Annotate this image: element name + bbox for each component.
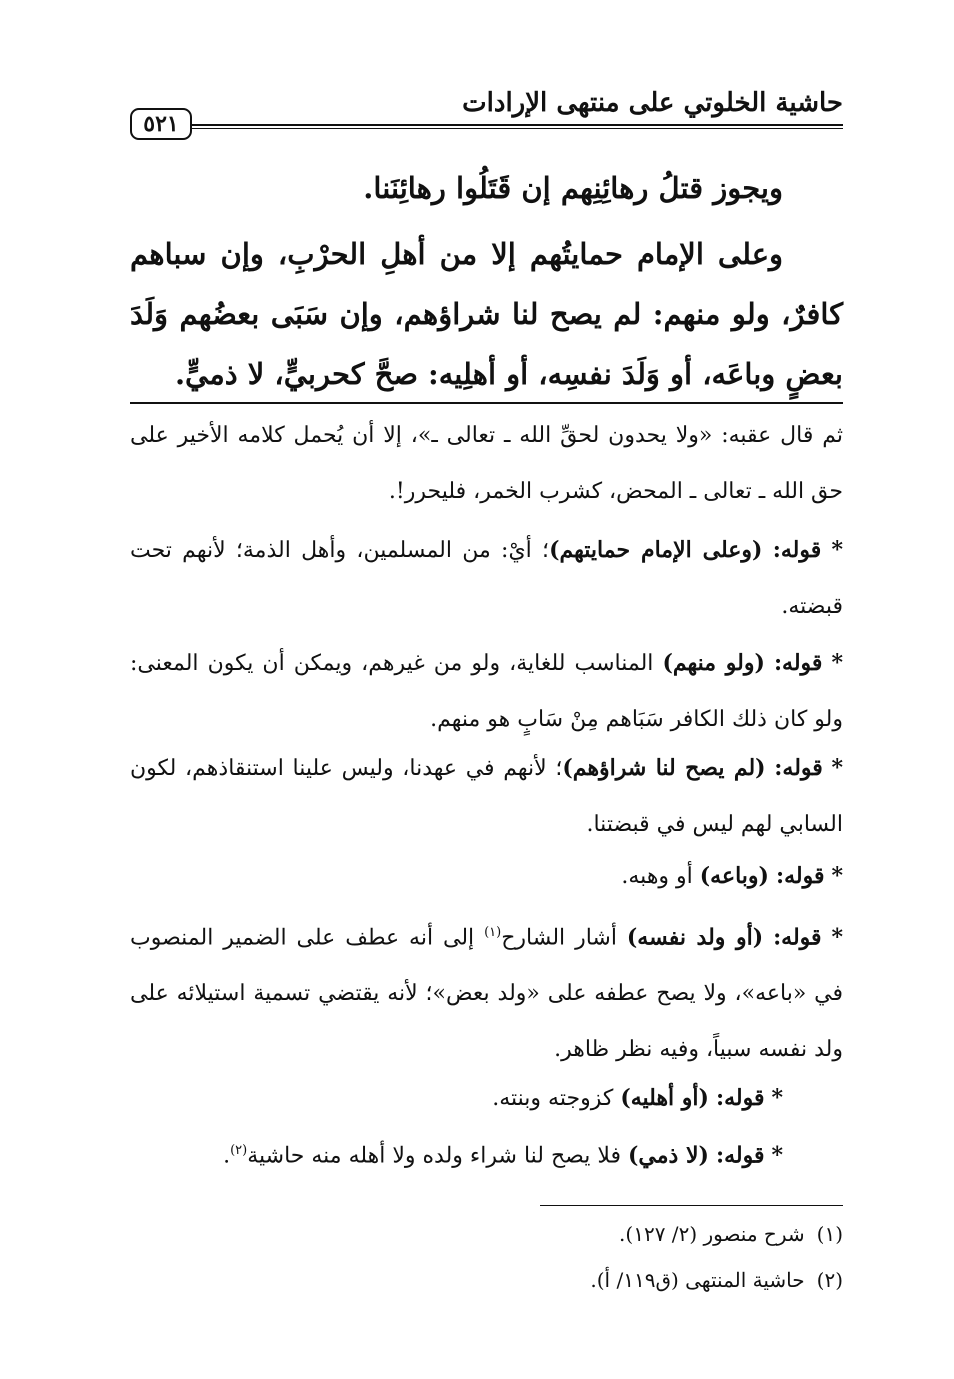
qawl-label: قوله:: [775, 863, 825, 889]
sharh-comment: أو وهبه.: [621, 864, 700, 889]
qawl-label: قوله:: [773, 924, 822, 951]
qawl-label: قوله:: [715, 1085, 765, 1111]
footnote-1: [619, 1222, 843, 1246]
bullet-star: *: [831, 755, 843, 781]
qawl-label: قوله:: [715, 1142, 765, 1169]
qawl-label: قوله:: [774, 755, 823, 781]
sharh-paragraph-7: [130, 1123, 843, 1184]
bullet-star: *: [831, 650, 844, 676]
matn-quote: (لم يصح لنا شراؤهم): [562, 755, 766, 781]
bullet-star: *: [831, 924, 844, 951]
header-rule: [192, 124, 843, 129]
qawl-label: قوله:: [773, 650, 823, 676]
matn-sharh-separator: [130, 402, 843, 404]
page-number: ٥٢١: [130, 108, 192, 140]
sharh-text-0: ثم قال عقبه: «ولا يحدون لحقِّ الله ـ تعالى ـ»، إلا أن يُحمل كلامه الأخير على حق الله ـ تعالى ـ المحض، كشرب الخمر، فليحرر!.: [130, 423, 844, 504]
page-header: [130, 86, 843, 136]
matn-quote: (وباعه): [699, 863, 769, 889]
footnote-text: شرح منصور (٢/ ١٢٧).: [619, 1222, 805, 1246]
sharh-comment-cont: .: [223, 1143, 231, 1169]
sharh-comment: أشار الشارح: [501, 925, 627, 951]
running-title: حاشية الخلوتي على منتهى الإرادات: [462, 88, 843, 118]
sharh-paragraph-2: [130, 635, 843, 748]
qawl-label: قوله:: [772, 537, 822, 563]
matn-text-2: وعلى الإمام حمايتُهم إلا من أهلِ الحرْبِ، وإن سباهم كافرٌ، ولو منهم: لم يصح لنا شراؤهم، وإن سَبَى بعضُهم وَلَدَ بعضٍ وباعَه، أو وَلَدَ نفسِه، أو أهلِيه: صحَّ كحربيٍّ، لا ذميٍّ.: [130, 237, 843, 391]
sharh-paragraph-3: [130, 740, 843, 853]
sharh-comment: المناسب للغاية، ولو من غيرهم، ويمكن أن يكون المعنى: ولو كان ذلك الكافر سَبَاهم مِنْ سَابٍ هو منهم.: [130, 651, 843, 732]
matn-text-1: ويجوز قتلُ رهائِنِهم إن قَتَلُوا رهائِنَنا.: [363, 171, 783, 205]
footnote-separator: [540, 1205, 843, 1206]
sharh-paragraph-6: [130, 1070, 843, 1127]
matn-quote: (أو أهليه): [620, 1085, 709, 1111]
matn-paragraph-2: [130, 224, 843, 404]
matn-paragraph-1: [130, 158, 843, 218]
sharh-paragraph-1: [130, 522, 843, 635]
matn-quote: (أو ولد نفسه): [626, 924, 764, 951]
sharh-comment: فلا يصح لنا شراء ولده ولا أهله منه حاشية: [247, 1143, 629, 1169]
footnote-number: (١): [816, 1222, 843, 1246]
footnote-number: (٢): [816, 1268, 843, 1292]
sharh-comment: ؛ أيْ: من المسلمين، وأهل الذمة؛ لأنهم تحت قبضته.: [130, 538, 843, 619]
bullet-star: *: [771, 1142, 783, 1169]
footnote-ref-1[interactable]: (١): [484, 925, 502, 940]
footnote-ref-2[interactable]: (٢): [230, 1143, 248, 1158]
matn-quote: (لا ذمي): [628, 1142, 709, 1169]
matn-quote: (وعلى الإمام حمايتهم): [549, 537, 763, 563]
bullet-star: *: [831, 863, 843, 889]
matn-quote: (ولو منهم): [662, 650, 765, 676]
sharh-comment-cont: إلى أنه عطف على الضمير المنصوب في «باعه»، ولا يصح عطفه على «ولد بعض»؛ لأنه يقتضي تسمية استيلائه على ولد نفسه سبياً، وفيه نظر ظاهر.: [130, 925, 843, 1063]
bullet-star: *: [831, 537, 843, 563]
sharh-paragraph-5: [130, 905, 843, 1078]
footnote-2: [590, 1268, 843, 1292]
sharh-comment: ؛ لأنهم في عهدنا، وليس علينا استنقاذهم، لكون السابي لهم ليس في قبضتنا.: [130, 756, 843, 837]
footnote-text: حاشية المنتهى (ق١١٩/ أ).: [590, 1268, 805, 1292]
sharh-paragraph-0: [130, 408, 843, 520]
bullet-star: *: [771, 1085, 783, 1111]
sharh-comment: كزوجته وبنته.: [492, 1086, 621, 1111]
sharh-paragraph-4: [130, 848, 843, 905]
